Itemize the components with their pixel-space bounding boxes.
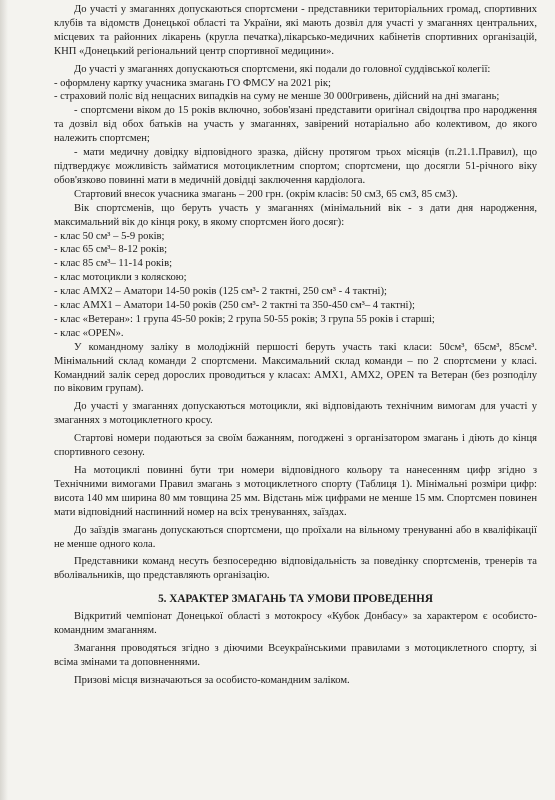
- team-responsibility: Представники команд несуть безпосередню відповідальність за поведінку спортсменів, тренерів та вболівальників, що представляють організацію.: [54, 556, 537, 582]
- section-5-rules: Змагання проводяться згідно з діючими Всеукраїнськими правилами з мотоциклетного спорту, зі всіма змінами та доповненнями.: [54, 642, 537, 668]
- section-5-prizes: Призові місця визначаються за особисто-командним заліком.: [74, 674, 350, 686]
- class-item-amx1: - клас АМХ1 – Аматори 14-50 років (250 см³- 2 тактні та 350-450 см³– 4 тактні);: [54, 300, 415, 312]
- class-item-50: - клас 50 см³ – 5-9 років;: [54, 230, 165, 242]
- class-item-veteran: - клас «Ветеран»: 1 група 45-50 років; 2 група 50-55 років; 3 група 55 років і старші;: [54, 313, 435, 325]
- team-scoring: У командному заліку в молодіжній першості беруть участь такі класи: 50см³, 65см³, 85см³. Мінімальний склад команди 2 спортсмени. Максимальний склад команди – по 2 спортсмени у класі. Командний залік серед дорослих проводиться у класах: АМХ1, АМХ2, OPEN та Ветеран (без розподілу по віковим групам).: [54, 341, 537, 395]
- heat-admission: До заїздів змагань допускаються спортсмени, що проїхали на вільному тренуванні або в кваліфікації не менше одного кола.: [54, 524, 537, 550]
- section-5-character: Відкритий чемпіонат Донецької області з мотокросу «Кубок Донбасу» за характером є особисто-командним змаганням.: [54, 611, 537, 637]
- requirement-card: - оформлену картку учасника змагань ГО ФМСУ на 2021 рік;: [54, 77, 331, 89]
- age-intro: Вік спортсменів, що беруть участь у змаганнях (мінімальний вік - з дати дня народження, максимальний вік до кінця року, в якому спортсмен його досяг):: [54, 202, 537, 228]
- class-item-sidecar: - клас мотоцикли з коляскою;: [54, 272, 187, 284]
- documents-intro: До участі у змаганнях допускаються спортсмени, які подали до головної суддівської колегії:: [74, 63, 491, 75]
- class-item-85: - клас 85 см³– 11-14 років;: [54, 258, 173, 270]
- class-item-65: - клас 65 см³– 8-12 років;: [54, 244, 168, 256]
- motorcycle-admission: До участі у змаганнях допускаються мотоцикли, які відповідають технічним вимогам для участі у змаганнях з мотоциклетного кросу.: [54, 401, 537, 427]
- admission-paragraph: До участі у змаганнях допускаються спортсмени - представники територіальних громад, спортивних клубів та відомств Донецької області та України, які мають дозвіл для участі у змаганнях центральних, місцевих та районних лікарень (кругла печатка),лікарсько-медичних кабінетів спортивних організацій, КНП «Донецький регіональний центр спортивної медицини».: [54, 4, 537, 57]
- requirement-medical: - мати медичну довідку відповідного зразка, дійсну протягом трьох місяців (п.21.1.Правил), що підтверджує можливість займатися мотоциклетним спортом; спортсмени, що досягли 51-річного віку обов'язково повинні мати в медичній довідці заключення кардіолога.: [54, 147, 537, 186]
- number-plates: На мотоциклі повинні бути три номери відповідного кольору та нанесенням цифр згідно з Технічними вимогами Правил змагань з мотоциклетного спорту (Таблиця 1). Мінімальні розміри цифр: висота 140 мм ширина 80 мм товщина 25 мм. Відстань між цифрами не менше 15 мм. Спортсмен повинен мати відповідний наспинний номер на всіх тренуваннях, заїздах.: [54, 465, 537, 518]
- class-item-amx2: - клас АМХ2 – Аматори 14-50 років (125 см³- 2 тактні, 250 см³ - 4 тактні);: [54, 286, 387, 298]
- section-5-heading: 5. ХАРАКТЕР ЗМАГАНЬ ТА УМОВИ ПРОВЕДЕННЯ: [158, 593, 433, 606]
- class-item-open: - клас «OPEN».: [54, 327, 124, 339]
- start-numbers: Стартові номери подаються за своїм бажанням, погоджені з організатором змагань і діють до кінця спортивного сезону.: [54, 433, 537, 459]
- scan-edge-shadow: [0, 0, 8, 800]
- requirement-insurance: - страховий поліс від нещасних випадків на суму не менше 30 000гривень, дійсний на дні змагань;: [54, 91, 500, 103]
- requirement-minors: - спортсмени віком до 15 років включно, зобов'язані представити оригінал свідоцтва про народження та дозвіл від обох батьків на участь у змаганнях, завірений нотаріально або колективом, до якого належить спортсмен;: [54, 105, 537, 145]
- entry-fee: Стартовий внесок учасника змагань – 200 грн. (окрім класів: 50 см3, 65 см3, 85 см3).: [74, 188, 458, 200]
